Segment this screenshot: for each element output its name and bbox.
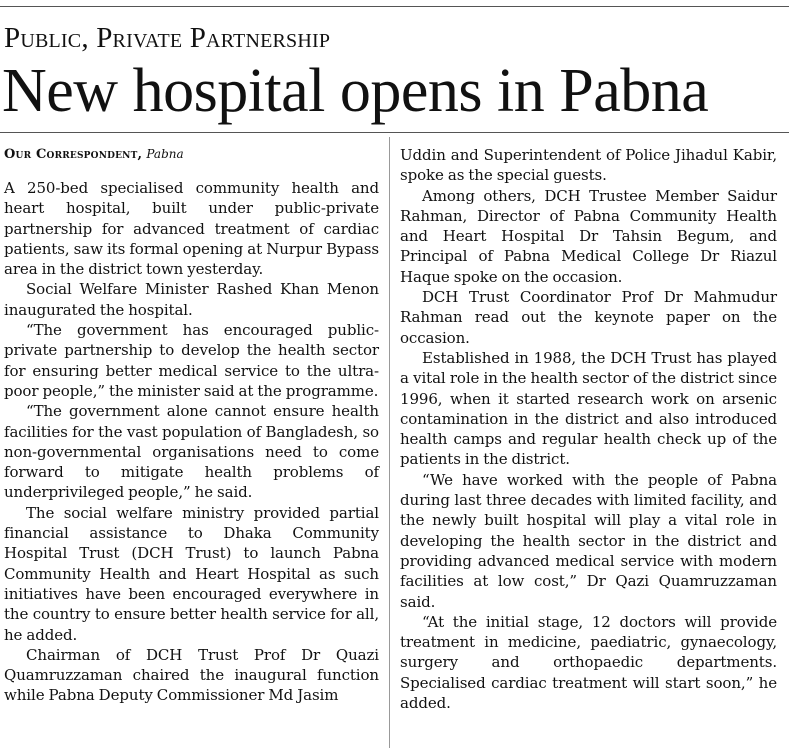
paragraph: “The government has encouraged public-private partnership to develop the health sector for ensuring better medical service to the ultra-poor people,” the minister said at the programme.	[4, 321, 379, 400]
paragraph: “We have worked with the people of Pabna during last three decades with limited facility, and the newly built hospital will play a vital role in developing the health sector in the district and providing advanced medical service with modern facilities at low cost,” Dr Qazi Quamruzzaman said.	[400, 470, 777, 611]
paragraph: Uddin and Superintendent of Police Jihadul Kabir, spoke as the special guests.	[400, 146, 777, 185]
column-divider	[389, 137, 390, 748]
kicker: Public, Private Partnership	[4, 22, 331, 54]
paragraph: Among others, DCH Trustee Member Saidur Rahman, Director of Pabna Community Health and Heart Hospital Dr Tahsin Begum, and Principal of Pabna Medical College Dr Riazul Haque spoke on the occasion.	[400, 186, 777, 286]
right-column	[400, 145, 777, 713]
byline-name: Our Correspondent,	[4, 147, 143, 162]
paragraph: A 250-bed specialised community health and heart hospital, built under public-private partnership for advanced treatment of cardiac patients, saw its formal opening at Nurpur Bypass area in the district town yesterday.	[4, 179, 379, 279]
paragraph: Chairman of DCH Trust Prof Dr Quazi Quamruzzaman chaired the inaugural function while Pabna Deputy Commissioner Md Jasim	[4, 645, 379, 705]
left-column	[4, 178, 379, 706]
paragraph: “At the initial stage, 12 doctors will provide treatment in medicine, paediatric, gynaecology, surgery and orthopaedic departments. Specialised cardiac treatment will start soon,” he added.	[400, 612, 777, 713]
paragraph: DCH Trust Coordinator Prof Dr Mahmudur Rahman read out the keynote paper on the occasion.	[400, 288, 777, 347]
top-rule	[0, 6, 789, 7]
paragraph: Established in 1988, the DCH Trust has played a vital role in the health sector of the district since 1996, when it started research work on arsenic contamination in the district and also introduced health camps and regular health check up of the patients in the district.	[400, 348, 777, 469]
byline	[4, 144, 184, 165]
paragraph: “The government alone cannot ensure health facilities for the vast population of Bangladesh, so non-governmental organisations need to come forward to mitigate health problems of underprivileged people,” he said.	[4, 402, 379, 502]
paragraph: The social welfare ministry provided partial financial assistance to Dhaka Community Hospital Trust (DCH Trust) to launch Pabna Community Health and Heart Hospital as such initiatives have been encouraged everywhere in the country to ensure better health service for all, he added.	[4, 503, 379, 644]
paragraph: Social Welfare Minister Rashed Khan Menon inaugurated the hospital.	[4, 280, 379, 319]
byline-place: Pabna	[146, 147, 184, 161]
headline-rule	[0, 132, 789, 133]
headline: New hospital opens in Pabna	[2, 57, 709, 125]
